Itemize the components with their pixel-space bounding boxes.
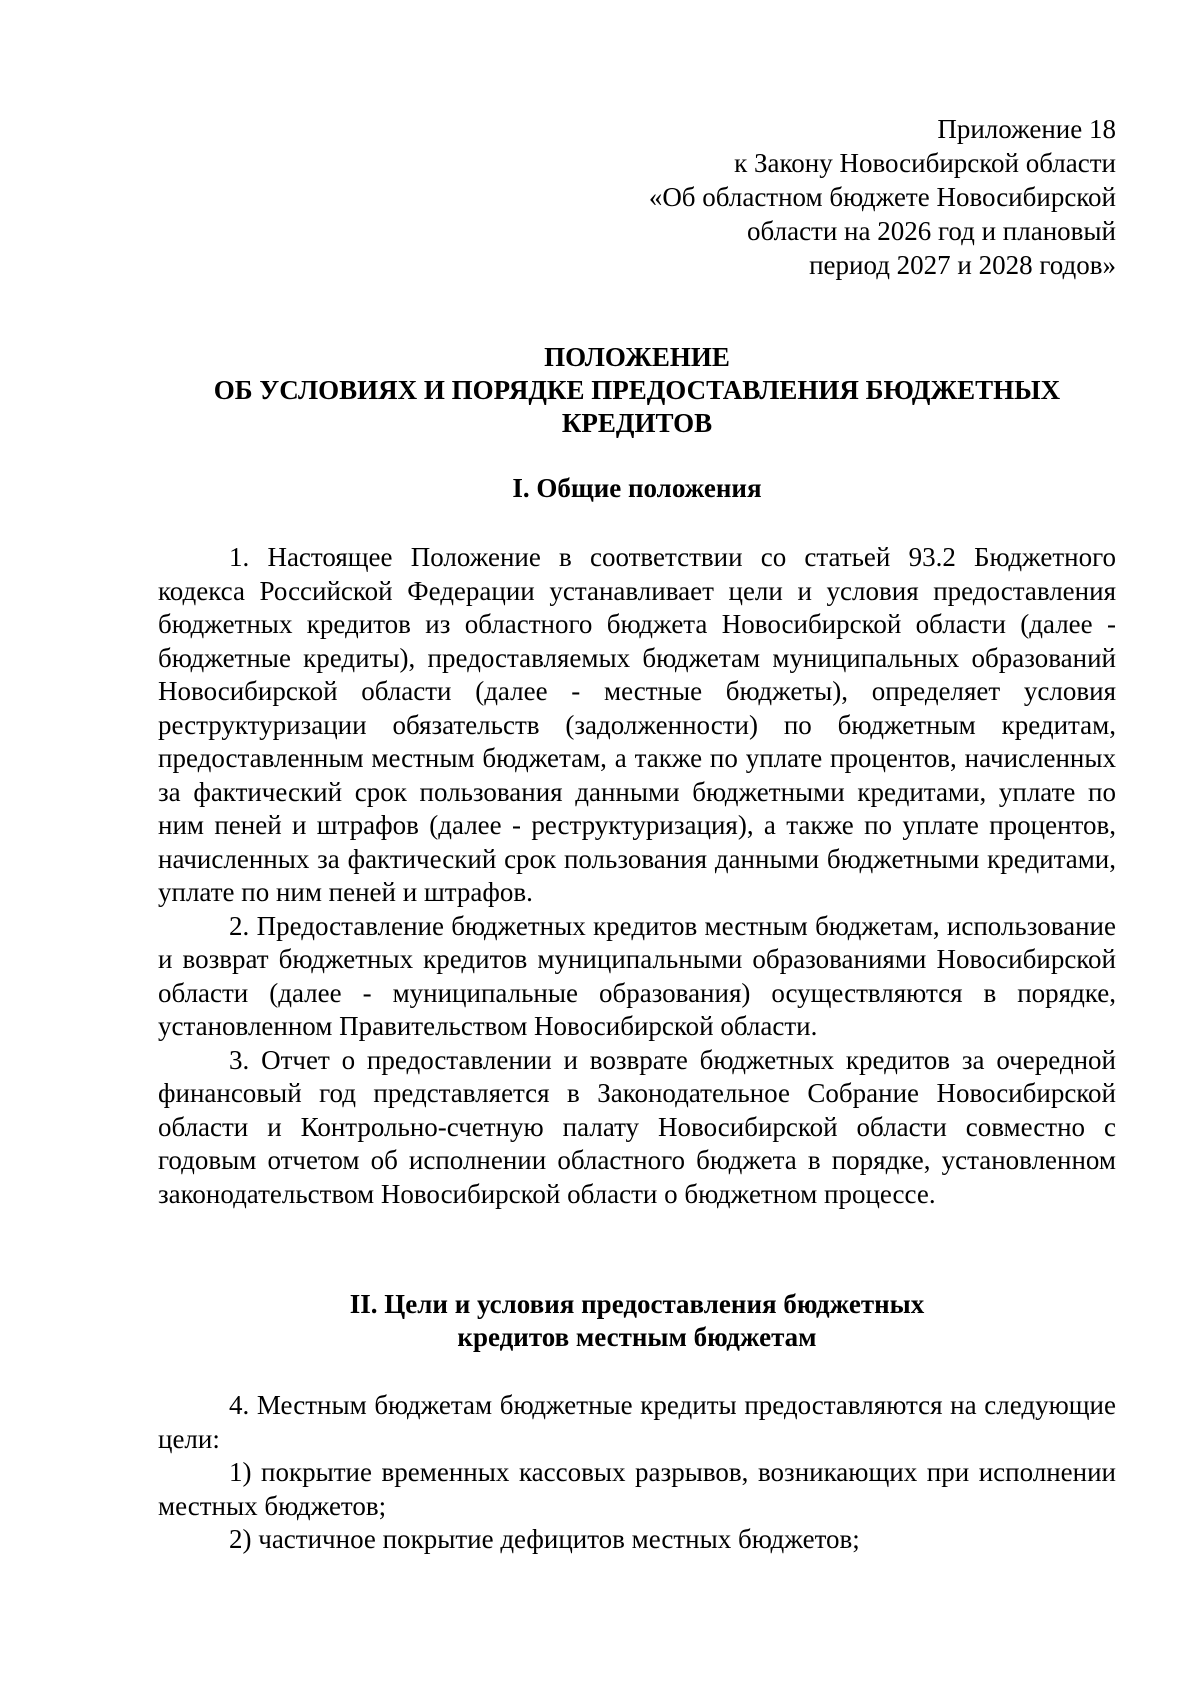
- list-item-1: 1) покрытие временных кассовых разрывов, возникающих при исполнении местных бюджетов;: [158, 1457, 1116, 1521]
- section-1-heading: [158, 472, 1116, 505]
- appendix-note: [649, 112, 1116, 282]
- section-2-heading-line-2: кредитов местным бюджетам: [457, 1322, 817, 1352]
- paragraph-1: 1. Настоящее Положение в соответствии со статьей 93.2 Бюджетного кодекса Российской Федерации устанавливает цели и условия предоставления бюджетных кредитов из областного бюджета Новосибирской области (далее - бюджетные кредиты), предоставляемых бюджетам муниципальных образований Новосибирской области (далее - местные бюджеты), определяет условия реструктуризации обязательств (задолженности) по бюджетным кредитам, предоставленным местным бюджетам, а также по уплате процентов, начисленных за фактический срок пользования данными бюджетными кредитами, уплате по ним пеней и штрафов (далее - реструктуризация), а также по уплате процентов, начисленных за фактический срок пользования данными бюджетными кредитами, уплате по ним пеней и штрафов.: [158, 542, 1116, 907]
- section-2-body: [158, 1389, 1116, 1557]
- paragraph-4: 4. Местным бюджетам бюджетные кредиты предоставляются на следующие цели:: [158, 1390, 1116, 1454]
- title-line-3: КРЕДИТОВ: [561, 408, 713, 438]
- appendix-line-2: к Закону Новосибирской области: [734, 148, 1116, 178]
- title-line-2: ОБ УСЛОВИЯХ И ПОРЯДКЕ ПРЕДОСТАВЛЕНИЯ БЮДЖЕТНЫХ: [213, 375, 1061, 405]
- appendix-line-3: «Об областном бюджете Новосибирской: [648, 182, 1116, 212]
- section-1-body: [158, 541, 1116, 1211]
- title-line-1: ПОЛОЖЕНИЕ: [544, 342, 730, 372]
- list-item-2: 2) частичное покрытие дефицитов местных бюджетов;: [229, 1524, 860, 1554]
- document-title: [158, 341, 1116, 440]
- paragraph-2: 2. Предоставление бюджетных кредитов местным бюджетам, использование и возврат бюджетных кредитов муниципальными образованиями Новосибирской области (далее - муниципальные образования) осуществляются в порядке, установленном Правительством Новосибирской области.: [158, 910, 1116, 1041]
- section-2-heading-line-1: II. Цели и условия предоставления бюджетных: [349, 1289, 925, 1319]
- appendix-line-4: области на 2026 год и плановый: [747, 216, 1116, 246]
- appendix-line-5: период 2027 и 2028 годов»: [809, 250, 1116, 280]
- paragraph-3: 3. Отчет о предоставлении и возврате бюджетных кредитов за очередной финансовый год представляется в Законодательное Собрание Новосибирской области и Контрольно-счетную палату Новосибирской области совместно с годовым отчетом об исполнении областного бюджета в порядке, установленном законодательством Новосибирской области о бюджетном процессе.: [158, 1044, 1116, 1209]
- section-1-heading-text: I. Общие положения: [512, 473, 762, 503]
- section-2-heading: [158, 1288, 1116, 1354]
- appendix-line-1: Приложение 18: [937, 114, 1116, 144]
